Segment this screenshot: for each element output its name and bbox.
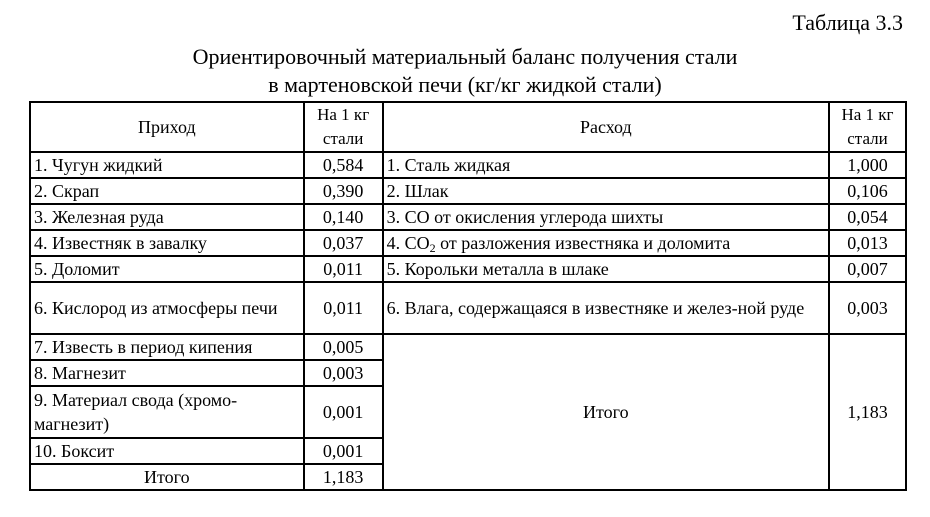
subscript: 2: [429, 241, 436, 255]
income-value: 0,390: [304, 178, 383, 204]
income-total-value: 1,183: [304, 464, 383, 490]
income-item: 10. Боксит: [30, 438, 304, 464]
income-item: 8. Магнезит: [30, 360, 304, 386]
income-value: 0,011: [304, 282, 383, 334]
table-row: [30, 178, 906, 204]
expense-value: 0,013: [829, 230, 906, 256]
table-row: [30, 334, 906, 360]
table-row: [30, 282, 906, 334]
income-item: 3. Железная руда: [30, 204, 304, 230]
income-value: 0,001: [304, 386, 383, 438]
income-value: 0,140: [304, 204, 383, 230]
income-item: 9. Материал свода (хромо-магнезит): [30, 386, 304, 438]
expense-value: 0,054: [829, 204, 906, 230]
expense-item: [383, 230, 829, 256]
income-value: 0,037: [304, 230, 383, 256]
income-total-label: Итого: [30, 464, 304, 490]
income-value: 0,584: [304, 152, 383, 178]
table-number-label: Таблица 3.3: [792, 10, 903, 35]
table-title-line-1: Ориентировочный материальный баланс получения стали: [192, 44, 738, 69]
income-value: 0,001: [304, 438, 383, 464]
income-item: 7. Известь в период кипения: [30, 334, 304, 360]
expense-item: 3. CO от окисления углерода шихты: [383, 204, 829, 230]
table-row: [30, 256, 906, 282]
income-value: 0,005: [304, 334, 383, 360]
material-balance-table: [29, 101, 907, 491]
income-value: 0,003: [304, 360, 383, 386]
expense-item: 5. Корольки металла в шлаке: [383, 256, 829, 282]
income-unit-header: [304, 102, 383, 152]
expense-item: 6. Влага, содержащаяся в известняке и желез-ной руде: [383, 282, 829, 334]
income-unit-header-text: На 1 кг стали: [317, 105, 370, 148]
income-value: 0,011: [304, 256, 383, 282]
expense-value: 0,106: [829, 178, 906, 204]
table-row: [30, 204, 906, 230]
expense-value: 0,003: [829, 282, 906, 334]
table-row: [30, 230, 906, 256]
income-item: 5. Доломит: [30, 256, 304, 282]
expense-item: 1. Сталь жидкая: [383, 152, 829, 178]
expense-item: 2. Шлак: [383, 178, 829, 204]
table-title-line-2: в мартеновской печи (кг/кг жидкой стали): [268, 72, 662, 97]
income-item: 6. Кислород из атмосферы печи: [30, 282, 304, 334]
income-item: 1. Чугун жидкий: [30, 152, 304, 178]
expense-unit-header: [829, 102, 906, 152]
expense-header: Расход: [383, 102, 829, 152]
income-header: Приход: [30, 102, 304, 152]
expense-item-prefix: 4. CO: [386, 233, 430, 253]
expense-unit-header-text: На 1 кг стали: [841, 105, 894, 148]
expense-value: 0,007: [829, 256, 906, 282]
income-item: 2. Скрап: [30, 178, 304, 204]
expense-value: 1,000: [829, 152, 906, 178]
expense-total-label-text: Итого: [583, 402, 629, 422]
expense-item-suffix: от разложения известняка и доломита: [435, 233, 731, 253]
expense-total-label: [383, 334, 829, 490]
expense-total-value-text: 1,183: [847, 402, 888, 422]
expense-total-value: [829, 334, 906, 490]
header-row: [30, 102, 906, 152]
table-row: [30, 152, 906, 178]
income-item: 4. Известняк в завалку: [30, 230, 304, 256]
